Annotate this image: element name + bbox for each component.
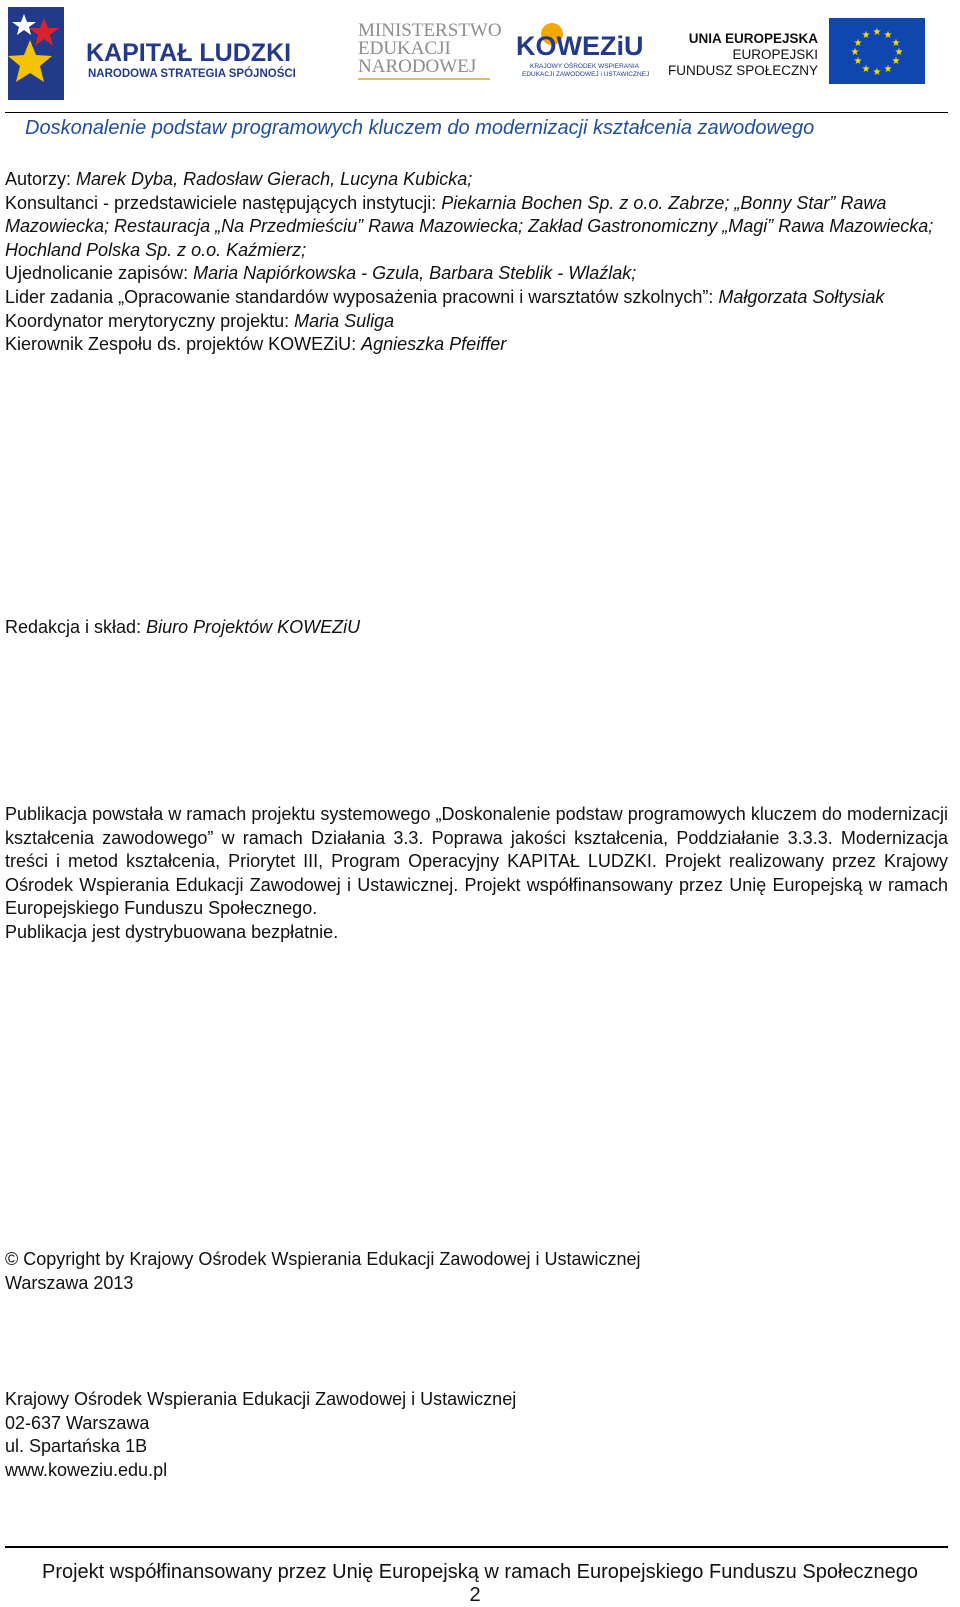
- header-rule: [5, 112, 948, 113]
- unification-label: Ujednolicanie zapisów:: [5, 263, 194, 284]
- ministry-logo-line2: EDUKACJI: [358, 38, 451, 59]
- authors-value: Marek Dyba, Radosław Gierach, Lucyna Kubicka;: [76, 169, 473, 189]
- consultants-value: Piekarnia Bochen Sp. z o.o. Zabrze; „Bonny Star” Rawa Mazowiecka; Restauracja „Na Przedmieściu” Rawa Mazowiecka; Zakład Gastronomiczny „Magi” Rawa Mazowiecka; Hochland Polska Sp. z o.o. Kaźmierz;: [5, 192, 934, 260]
- unification-value: Maria Napiórkowska - Gzula, Barbara Steblik - Wlaźlak;: [193, 263, 637, 284]
- svg-text:★: ★: [883, 30, 893, 41]
- publication-paragraph: Publikacja powstała w ramach projektu systemowego „Doskonalenie podstaw programowych kluczem do modernizacji kształcenia zawodowego” w ramach Działania 3.3. Poprawa jakości kształcenia, Poddziałanie 3.3.3. Modernizacja treści i metod kształcenia, Priorytet III, Program Operacyjny KAPITAŁ LUDZKI. Projekt realizowany przez Krajowy Ośrodek Wspierania Edukacji Zawodowej i Ustawicznej. Projekt współfinansowany przez Unię Europejską w ramach Europejskiego Funduszu Społecznego.: [5, 804, 948, 919]
- koweziu-logo-sub2: EDUKACJI ZAWODOWEJ i USTAWICZNEJ: [522, 71, 650, 78]
- svg-text:★: ★: [861, 30, 871, 41]
- editing-label: Redakcja i skład:: [5, 617, 147, 637]
- footer-rule: [5, 1546, 948, 1548]
- header-title: Doskonalenie podstaw programowych kluczem do modernizacji kształcenia zawodowego: [25, 117, 815, 139]
- address-city: 02-637 Warszawa: [5, 1412, 150, 1433]
- eu-logo: [668, 18, 925, 84]
- svg-text:★: ★: [894, 47, 904, 58]
- svg-text:★: ★: [891, 56, 901, 67]
- svg-text:★: ★: [861, 64, 871, 75]
- ministry-logo-line1: MINISTERSTWO: [358, 20, 502, 41]
- manager-value: Agnieszka Pfeiffer: [361, 334, 507, 355]
- kapital-logo-title: KAPITAŁ LUDZKI: [86, 39, 292, 67]
- kapital-ludzki-logo: [8, 7, 296, 100]
- coordinator-line: [5, 310, 948, 334]
- eu-logo-line3: FUNDUSZ SPOŁECZNY: [667, 63, 818, 78]
- eu-logo-line1: UNIA EUROPEJSKA: [688, 31, 818, 46]
- address-web: www.koweziu.edu.pl: [5, 1459, 168, 1480]
- copyright-block: [5, 1248, 948, 1295]
- consultants-label: Konsultanci - przedstawiciele następujących instytucji:: [5, 192, 442, 213]
- ministry-logo-line3: NARODOWEJ: [358, 56, 477, 77]
- copyright-year: Warszawa 2013: [5, 1272, 134, 1293]
- svg-text:★: ★: [850, 47, 860, 58]
- copyright-line: © Copyright by Krajowy Ośrodek Wspierania Edukacji Zawodowej i Ustawicznej: [5, 1249, 641, 1269]
- footer-text: Projekt współfinansowany przez Unię Europejską w ramach Europejskiego Funduszu Społecznego: [41, 1561, 919, 1583]
- publication-free-note: Publikacja jest dystrybuowana bezpłatnie.: [5, 921, 339, 942]
- address-block: [5, 1388, 948, 1482]
- manager-line: [5, 333, 948, 357]
- svg-text:★: ★: [883, 64, 893, 75]
- leader-label: Lider zadania „Opracowanie standardów wyposażenia pracowni i warsztatów szkolnych”:: [5, 286, 719, 307]
- svg-text:★: ★: [872, 67, 882, 78]
- koweziu-logo: [516, 23, 649, 78]
- koweziu-logo-title: KOWEZiU: [516, 31, 644, 61]
- kapital-logo-subtitle: NARODOWA STRATEGIA SPÓJNOŚCI: [88, 68, 296, 80]
- leader-line: [5, 286, 948, 310]
- kapital-emblem-frame: [8, 7, 64, 100]
- consultants-line: [5, 192, 948, 263]
- editing-line: [5, 616, 948, 640]
- address-street: ul. Spartańska 1B: [5, 1436, 148, 1457]
- ministry-logo: [358, 20, 502, 79]
- address-name: Krajowy Ośrodek Wspierania Edukacji Zawodowej i Ustawicznej: [5, 1389, 517, 1409]
- publication-block: [5, 803, 948, 945]
- editing-value: Biuro Projektów KOWEZiU: [146, 617, 361, 637]
- svg-text:★: ★: [853, 56, 863, 67]
- svg-text:★: ★: [853, 38, 863, 49]
- eu-logo-line2: EUROPEJSKI: [732, 47, 818, 62]
- svg-text:★: ★: [891, 38, 901, 49]
- svg-text:★: ★: [872, 27, 882, 38]
- unification-line: [5, 262, 948, 286]
- authors-label: Autorzy:: [5, 169, 77, 189]
- coordinator-value: Maria Suliga: [294, 310, 395, 331]
- koweziu-logo-sub1: KRAJOWY OŚRODEK WSPIERANIA: [530, 63, 639, 70]
- authors-line: [5, 168, 948, 192]
- logo-bar: [0, 0, 960, 112]
- page-number: 2: [469, 1584, 481, 1606]
- leader-value: Małgorzata Sołtysiak: [718, 286, 885, 307]
- credits-block: [5, 168, 948, 357]
- coordinator-label: Koordynator merytoryczny projektu:: [5, 310, 295, 331]
- manager-label: Kierownik Zespołu ds. projektów KOWEZiU:: [5, 334, 362, 355]
